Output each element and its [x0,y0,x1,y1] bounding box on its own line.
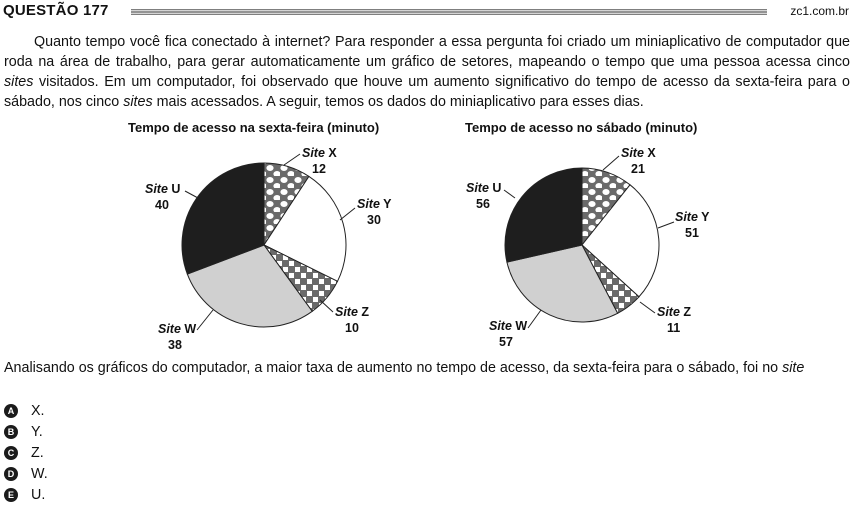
slice-label-z [335,305,369,319]
slice-label-w [158,322,196,336]
slice-value-z: 11 [667,321,681,335]
option-a-text: X. [31,402,45,419]
slice-site-word: Site [302,146,325,160]
option-d-text: W. [31,465,48,482]
question-number: QUESTÃO 177 [3,2,109,19]
statement-part-2: visitados. Em um computador, foi observado que houve um aumento significativo do tempo de acesso da sexta-feira para o sábado, nos cinco [4,74,850,110]
source-site: zc1.com.br [790,4,849,18]
slice-value-y: 51 [685,226,699,240]
slice-label-y [675,210,710,224]
option-c-text: Z. [31,444,44,461]
leader-line-u [185,191,198,198]
option-c[interactable] [4,442,48,463]
statement-part-1: Quanto tempo você fica conectado à internet? Para responder a essa pergunta foi criado um miniaplicativo de computador que roda na área de trabalho, para gerar automaticamente um gráfico de setores, mapeando o tempo que uma pessoa acessa cinco [4,34,850,70]
option-b-badge: B [4,425,18,439]
slice-label-z [657,305,691,319]
slice-site-word: Site [335,305,358,319]
option-a[interactable] [4,400,48,421]
slice-value-u: 56 [476,197,490,211]
slice-value-x: 21 [631,162,645,176]
slice-label-u [466,181,501,195]
pie-friday [145,146,392,352]
slice-value-x: 12 [312,162,326,176]
slice-value-w: 57 [499,335,513,349]
slice-site-word: Site [357,197,380,211]
slice-label-y [357,197,392,211]
leader-line-z [640,302,655,313]
slice-value-w: 38 [168,338,182,352]
chart-title-saturday: Tempo de acesso no sábado (minuto) [465,120,698,135]
slice-name: Y [697,210,710,224]
slice-name: W [180,322,197,336]
answer-options [4,400,48,505]
option-d[interactable] [4,463,48,484]
leader-line-y [658,222,674,228]
slice-site-word: Site [621,146,644,160]
slice-label-w [489,319,527,333]
leader-line-w [528,310,541,328]
leader-line-z [320,300,333,312]
pie-slice-u [505,168,582,262]
option-b-text: Y. [31,423,43,440]
slice-name: U [167,182,181,196]
statement-sites-1: sites [4,74,34,90]
option-e-text: U. [31,486,46,503]
statement-sites-2: sites [123,94,153,110]
option-b[interactable] [4,421,48,442]
slice-name: X [643,146,656,160]
option-a-badge: A [4,404,18,418]
slice-site-word: Site [466,181,489,195]
option-e[interactable] [4,484,48,505]
question-prompt [4,359,850,378]
leader-line-x [284,154,300,165]
prompt-text: Analisando os gráficos do computador, a maior taxa de aumento no tempo de acesso, da sexta-feira para o sábado, foi no [4,360,783,376]
question-statement [4,32,850,112]
slice-name: Y [379,197,392,211]
slice-value-u: 40 [155,198,169,212]
prompt-site-word: site [782,360,805,376]
slice-label-u [145,182,180,196]
slice-name: X [324,146,337,160]
leader-line-x [603,156,619,170]
statement-part-3: mais acessados. A seguir, temos os dados do miniaplicativo para esses dias. [152,94,644,110]
header-rule-lines [131,9,767,16]
option-c-badge: C [4,446,18,460]
slice-label-x [302,146,337,160]
slice-label-x [621,146,656,160]
slice-site-word: Site [657,305,680,319]
slice-site-word: Site [145,182,168,196]
leader-line-y [340,208,355,220]
slice-name: U [488,181,502,195]
slice-site-word: Site [158,322,181,336]
option-e-badge: E [4,488,18,502]
slice-name: W [511,319,528,333]
header-rule [131,9,767,16]
slice-site-word: Site [489,319,512,333]
slice-value-y: 30 [367,213,381,227]
chart-title-friday: Tempo de acesso na sexta-feira (minuto) [128,120,380,135]
slice-name: Z [357,305,370,319]
question-header [3,2,851,22]
pie-charts [0,140,854,355]
leader-line-u [504,190,515,198]
option-d-badge: D [4,467,18,481]
slice-site-word: Site [675,210,698,224]
pie-saturday [466,146,710,349]
slice-name: Z [679,305,692,319]
leader-line-w [197,310,213,330]
slice-value-z: 10 [345,321,359,335]
